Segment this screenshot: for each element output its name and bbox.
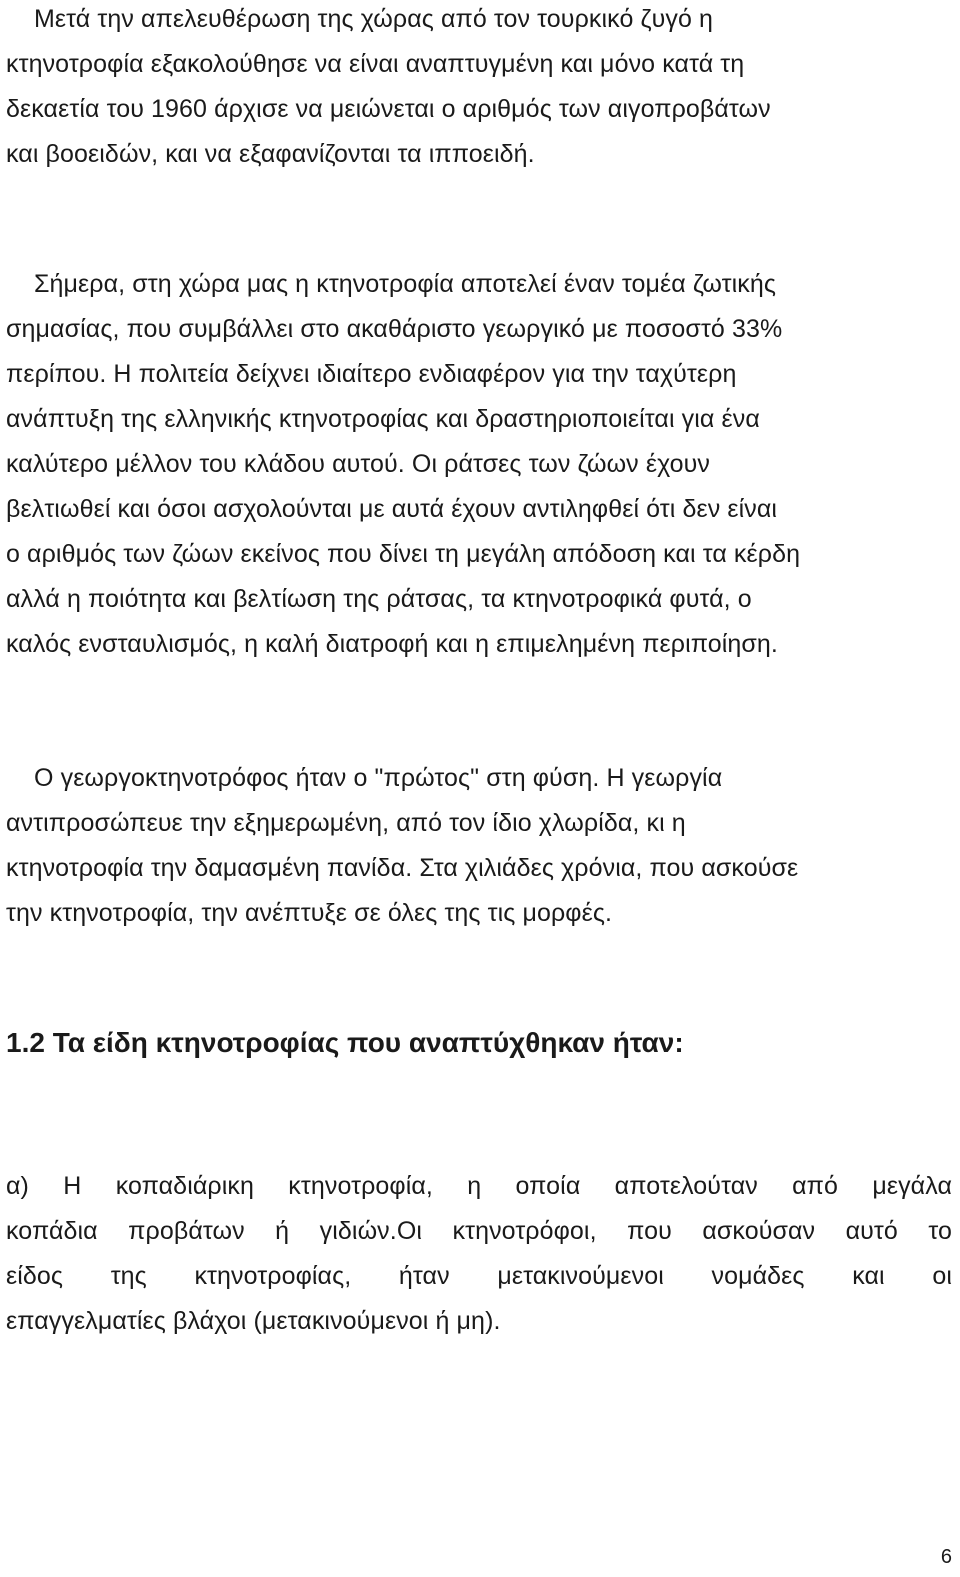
paragraph-line: είδος της κτηνοτροφίας, ήταν μετακινούμενοι νομάδες και οι xyxy=(6,1262,952,1290)
paragraph-line: αλλά η ποιότητα και βελτίωση της ράτσας, τα κτηνοτροφικά φυτά, ο xyxy=(6,585,752,613)
paragraph-line: ο αριθμός των ζώων εκείνος που δίνει τη μεγάλη απόδοση και τα κέρδη xyxy=(6,540,801,568)
paragraph-line: α) Η κοπαδιάρικη κτηνοτροφία, η οποία αποτελούταν από μεγάλα xyxy=(6,1172,952,1200)
paragraph-line: αντιπροσώπευε την εξημερωμένη, από τον ίδιο χλωρίδα, κι η xyxy=(6,809,686,837)
paragraph-line: βελτιωθεί και όσοι ασχολούνται με αυτά έχουν αντιληφθεί ότι δεν είναι xyxy=(6,495,778,523)
paragraph-line: κτηνοτροφία εξακολούθησε να είναι αναπτυγμένη και μόνο κατά τη xyxy=(6,50,745,78)
paragraph-line: Ο γεωργοκτηνοτρόφος ήταν ο "πρώτος" στη φύση. Η γεωργία xyxy=(34,764,723,792)
paragraph-farmer xyxy=(6,756,952,936)
paragraph-line: την κτηνοτροφία, την ανέπτυξε σε όλες της τις μορφές. xyxy=(6,899,613,927)
paragraph-line: ανάπτυξη της ελληνικής κτηνοτροφίας και δραστηριοποιείται για ένα xyxy=(6,405,760,433)
paragraph-history xyxy=(6,0,952,177)
paragraph-line: καλός ενσταυλισμός, η καλή διατροφή και η επιμελημένη περιποίηση. xyxy=(6,630,778,658)
paragraph-line: και βοοειδών, και να εξαφανίζονται τα ιπποειδή. xyxy=(6,140,535,168)
paragraph-today xyxy=(6,262,952,667)
page-number: 6 xyxy=(940,1546,952,1568)
paragraph-line: επαγγελματίες βλάχοι (μετακινούμενοι ή μη). xyxy=(6,1307,501,1335)
paragraph-line: σημασίας, που συμβάλλει στο ακαθάριστο γεωργικό με ποσοστό 33% xyxy=(6,315,783,343)
paragraph-line: Μετά την απελευθέρωση της χώρας από τον τουρκικό ζυγό η xyxy=(34,5,714,33)
paragraph-herding xyxy=(6,1164,952,1344)
paragraph-line: κοπάδια προβάτων ή γιδιών.Οι κτηνοτρόφοι, που ασκούσαν αυτό το xyxy=(6,1217,952,1245)
paragraph-line: κτηνοτροφία την δαμασμένη πανίδα. Στα χιλιάδες χρόνια, που ασκούσε xyxy=(6,854,799,882)
paragraph-line: Σήμερα, στη χώρα μας η κτηνοτροφία αποτελεί έναν τομέα ζωτικής xyxy=(34,270,776,298)
paragraph-line: περίπου. Η πολιτεία δείχνει ιδιαίτερο ενδιαφέρον για την ταχύτερη xyxy=(6,360,737,388)
section-heading: 1.2 Τα είδη κτηνοτροφίας που αναπτύχθηκαν ήταν: xyxy=(6,1027,684,1058)
paragraph-line: δεκαετία του 1960 άρχισε να μειώνεται ο αριθμός των αιγοπροβάτων xyxy=(6,95,771,123)
paragraph-line: καλύτερο μέλλον του κλάδου αυτού. Οι ράτσες των ζώων έχουν xyxy=(6,450,711,478)
